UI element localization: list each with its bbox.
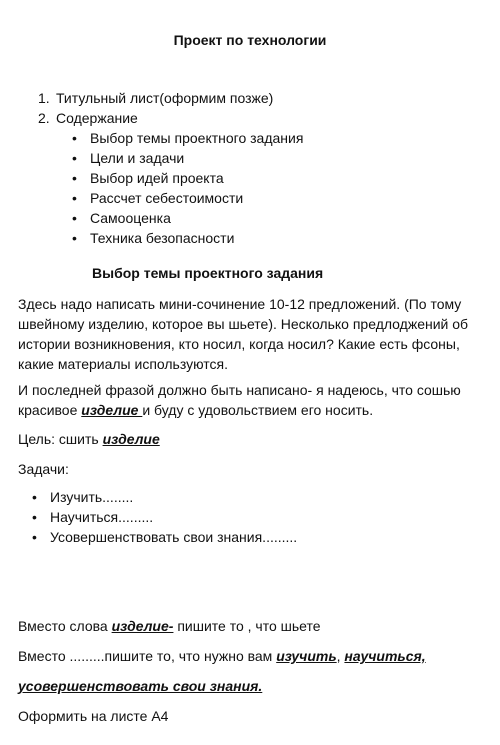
bullet-text: Самооценка — [90, 210, 171, 226]
emphasis-word: усовершенствовать свои знания. — [18, 678, 263, 694]
bullet-text: Цели и задачи — [90, 150, 185, 166]
emphasis-word: изучить — [276, 648, 337, 664]
document-title: Проект по технологии — [173, 32, 327, 48]
bullet-text: Выбор идей проекта — [90, 170, 224, 186]
bullet-icon: • — [72, 170, 77, 186]
goal-label: Цель: сшить — [18, 431, 103, 447]
bullet-text: Изучить........ — [50, 489, 134, 505]
bullet-icon: • — [72, 190, 77, 206]
contents-bullet — [72, 210, 171, 226]
bullet-text: Научиться......... — [50, 509, 154, 525]
format-note: Оформить на листе А4 — [18, 708, 169, 724]
item-text: Титульный лист(оформим позже) — [56, 90, 274, 106]
emphasis-word: изделие — [81, 402, 143, 418]
bullet-icon: • — [32, 489, 37, 505]
note-replace-dots-continued — [18, 676, 488, 696]
bullet-icon: • — [72, 210, 77, 226]
task-bullet — [32, 529, 297, 545]
bullet-text: Техника безопасности — [90, 230, 235, 246]
note-replace-dots — [18, 646, 488, 666]
bullet-text: Усовершенствовать свои знания......... — [50, 529, 298, 545]
numbered-item — [38, 90, 273, 106]
bullet-icon: • — [72, 130, 77, 146]
task-bullet — [32, 509, 153, 525]
bullet-text: Выбор темы проектного задания — [90, 130, 304, 146]
emphasis-word: изделие- — [111, 618, 174, 634]
task-bullet — [32, 489, 133, 505]
note-replace-word — [18, 616, 488, 636]
paragraph-intro: Здесь надо написать мини-сочинение 10-12 предложений. (По тому швейному изделию, которое вы шьете). Несколько предлоджений об истории возникновения, кто носил, когда носил? Какие есть фсоны, какие материалы используются. — [18, 296, 469, 372]
contents-bullet — [72, 230, 234, 246]
bullet-text: Рассчет себестоимости — [90, 190, 244, 206]
contents-bullet — [72, 190, 243, 206]
text: Вместо слова — [18, 618, 112, 634]
tasks-label: Задачи: — [18, 461, 69, 477]
contents-bullet — [72, 150, 184, 166]
goal-line — [18, 429, 488, 449]
bullet-icon: • — [32, 509, 37, 525]
item-text: Содержание — [56, 110, 138, 126]
item-number: 2. — [38, 110, 50, 126]
emphasis-word: научиться, — [344, 648, 426, 664]
bullet-icon: • — [72, 230, 77, 246]
emphasis-word: изделие — [102, 431, 160, 447]
item-number: 1. — [38, 90, 50, 106]
paragraph-final-phrase — [18, 380, 488, 420]
contents-bullet — [72, 130, 303, 146]
bullet-icon: • — [32, 529, 37, 545]
text: , — [336, 648, 345, 664]
section-heading: Выбор темы проектного задания — [92, 265, 324, 281]
text: Вместо .........пишите то, что нужно вам — [18, 648, 277, 664]
text: и буду с удовольствием его носить. — [142, 402, 374, 418]
numbered-item — [38, 110, 138, 126]
text: И последней фразой должно быть написано- я надеюсь, что сошью красивое — [18, 382, 461, 418]
bullet-icon: • — [72, 150, 77, 166]
contents-bullet — [72, 170, 224, 186]
text: пишите то , что шьете — [173, 618, 321, 634]
